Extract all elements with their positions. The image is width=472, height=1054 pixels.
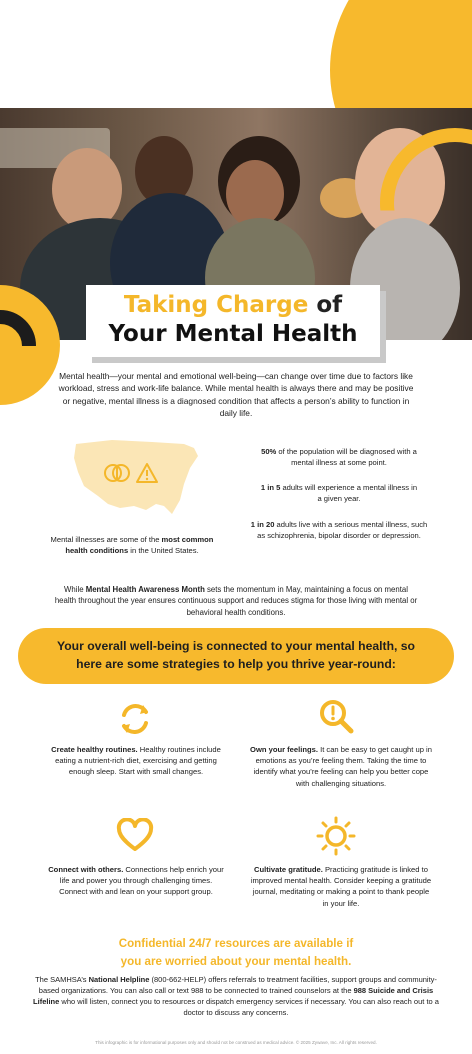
- title-of: of: [308, 292, 343, 318]
- page-title-line1: [86, 285, 380, 319]
- strategy-feelings: Own your feelings. It can be easy to get caught up in emotions as you’re feeling them. Taking the time to identify what you’re feeling can help you better cope with challenging situations.: [250, 745, 432, 788]
- sun-icon: [316, 816, 356, 856]
- intro-paragraph: Mental health—your mental and emotional well-being—can change over time due to factors like workload, stress and work-life balance. While mental health is always there and may be positive or negative, mental illness is a diagnosed condition that affects a person’s ability to function in daily life.: [58, 371, 414, 418]
- warning-icon: [136, 462, 158, 484]
- resources-paragraph: The SAMHSA’s National Helpline (800-662-HELP) offers referrals to treatment facilities, support groups and community-based organizations. You can also call or text 988 to be connected to trained counselors at the 988 Suicide and Crisis Lifeline who will listen, connect you to resources or dispatch emergency services if necessary. You can also reach out to a doctor to discuss any concerns.: [33, 975, 439, 1017]
- footer-disclaimer: This infographic is for informational purposes only and should not be construed as medical advice. © 2025 Zywave, Inc. All rights reserved.: [95, 1040, 377, 1045]
- stat-1-in-5: 1 in 5 adults will experience a mental illness in a given year.: [260, 483, 418, 503]
- stat-most-common: Mental illnesses are some of the most common health conditions in the United States.: [50, 535, 214, 555]
- brain-icon: [104, 462, 130, 484]
- awareness-paragraph: While Mental Health Awareness Month sets the momentum in May, maintaining a focus on mental health throughout the year ensures continuous support and reduces stigma for those living with mental or behavioral health conditions.: [54, 585, 418, 617]
- stat-50-percent: 50% of the population will be diagnosed with a mental illness at some point.: [261, 447, 417, 467]
- title-card: [86, 285, 380, 357]
- resources-title: Confidential 24/7 resources are available if you are worried about your mental health.: [118, 937, 354, 968]
- title-highlight: Taking Charge: [123, 292, 309, 318]
- strategy-connect: Connect with others. Connections help enrich your life and power you through challenging times. Connect with and lean on your support group.: [48, 865, 224, 897]
- strategy-gratitude: Cultivate gratitude. Practicing gratitude is linked to improved mental health. Consider keeping a gratitude journal, meditating or making a point to thank people in your life.: [250, 865, 432, 908]
- heart-icon: [116, 818, 154, 852]
- strategies-banner: [18, 628, 454, 684]
- stat-1-in-20: 1 in 20 adults live with a serious mental illness, such as schizophrenia, bipolar disorder or depression.: [250, 520, 428, 540]
- magnifier-exclamation-icon: [318, 698, 356, 736]
- refresh-arrows-icon: [116, 700, 154, 738]
- page-title-line2: Your Mental Health: [108, 321, 358, 347]
- strategy-routines: Create healthy routines. Healthy routines include eating a nutrient-rich diet, exercising and getting enough sleep. Start with small changes.: [51, 745, 221, 777]
- banner-text: Your overall well-being is connected to your mental health, so here are some strategies to help you thrive year-round:: [56, 639, 416, 671]
